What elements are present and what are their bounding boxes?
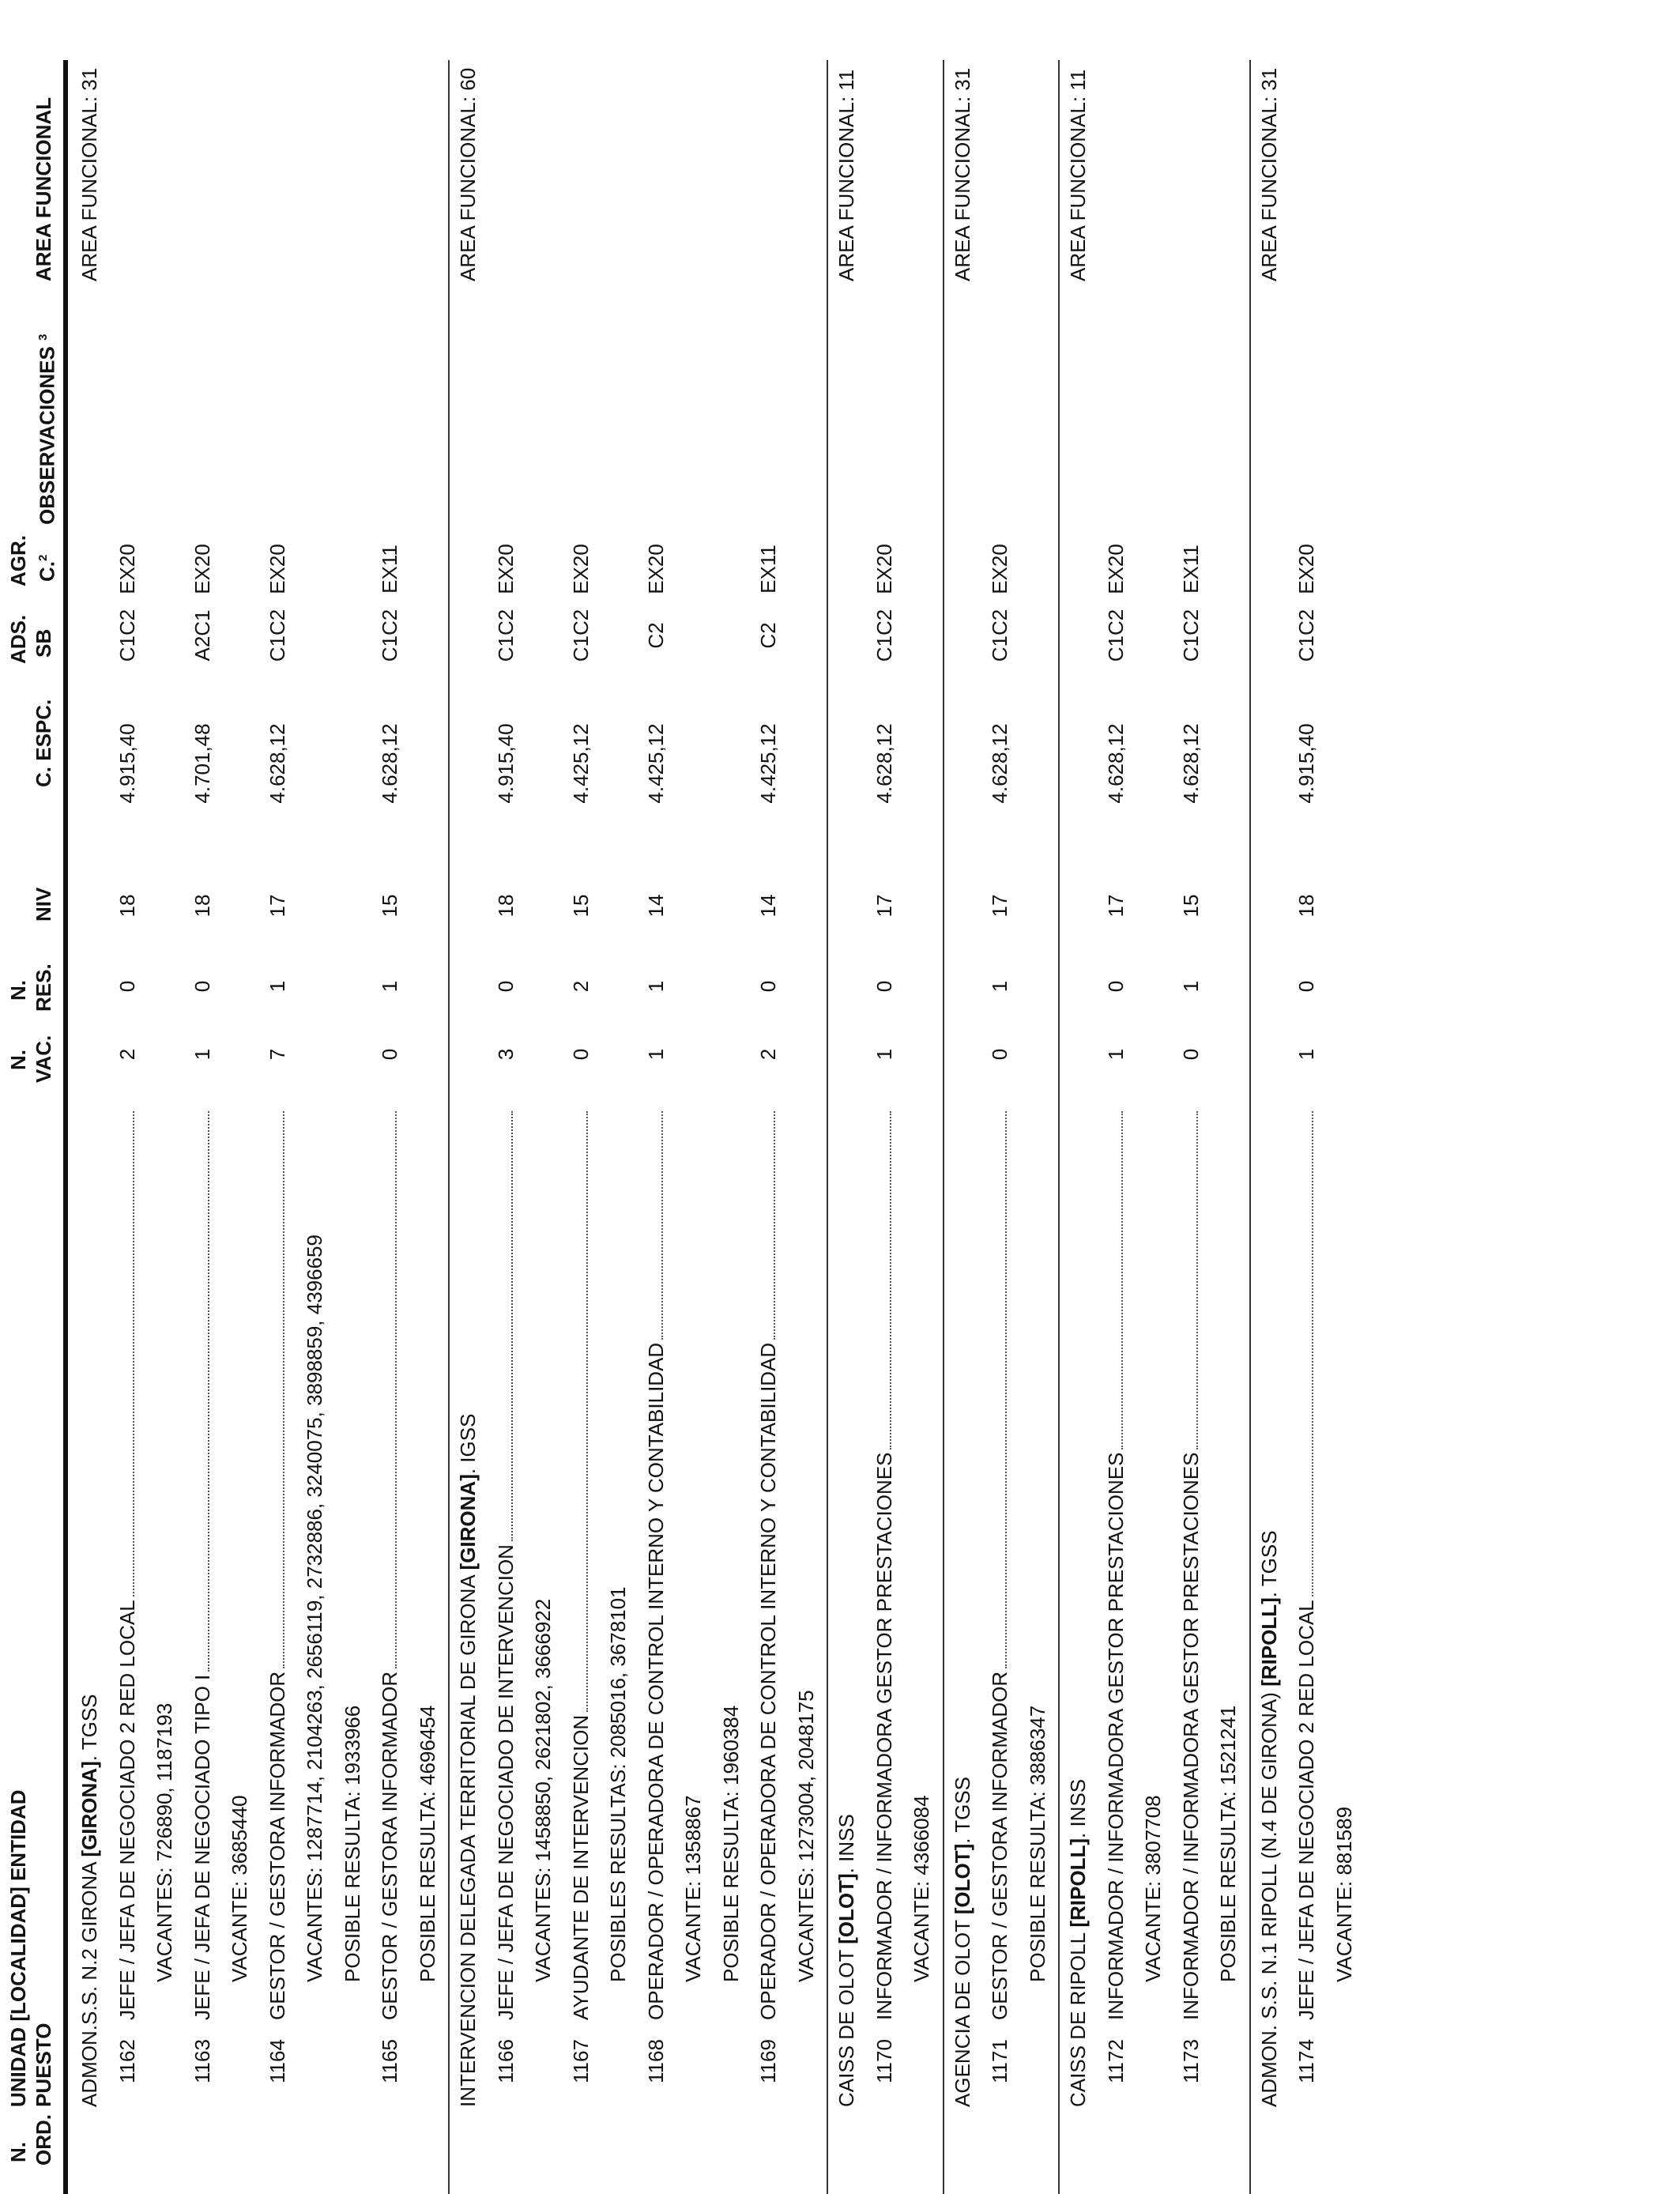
row-res: 0 [190, 980, 214, 993]
row-vac: 1 [643, 1048, 668, 1061]
row-niv: 18 [190, 894, 214, 918]
row-ads-sb: C1C2 [872, 609, 896, 662]
group-separator [448, 60, 450, 2194]
row-res: 1 [378, 980, 401, 993]
row-cespc: 4.701,48 [190, 723, 214, 804]
row-res: 1 [265, 980, 289, 993]
row-niv: 15 [1178, 894, 1203, 918]
area-funcional: AREA FUNCIONAL: 60 [456, 67, 480, 281]
unit-heading [77, 1694, 101, 2107]
unit-name: CAISS DE RIPOLL [1066, 1927, 1090, 2107]
row-niv: 17 [872, 894, 896, 918]
row-puesto: JEFE / JEFA DE NEGOCIADO DE INTERVENCION [493, 1544, 518, 2020]
row-niv: 15 [568, 894, 593, 918]
dot-leader [774, 1111, 775, 1340]
dot-leader [395, 1111, 397, 1668]
row-vac: 7 [265, 1048, 289, 1061]
row-cespc: 4.628,12 [1103, 723, 1128, 804]
row-cespc: 4.628,12 [378, 723, 401, 804]
row-note: VACANTE: 4366084 [910, 1795, 933, 1982]
header-niv: NIV [32, 887, 55, 922]
unit-entity: . IGSS [456, 1413, 480, 1475]
row-niv: 14 [756, 894, 780, 918]
header-rule [63, 60, 68, 2194]
row-ord: 1174 [1294, 2039, 1318, 2083]
row-res: 0 [872, 980, 896, 993]
header-vac-1: N. [6, 1050, 30, 1070]
row-puesto: INFORMADOR / INFORMADORA GESTOR PRESTACIONES [872, 1452, 896, 2020]
row-ord: 1170 [872, 2039, 896, 2083]
row-agr-c: EX20 [643, 544, 668, 594]
row-niv: 14 [643, 894, 668, 918]
row-ord: 1173 [1178, 2039, 1203, 2083]
unit-entity: . INSS [834, 1814, 858, 1874]
dot-leader [890, 1111, 891, 1449]
unit-heading [834, 1814, 858, 2107]
dot-leader [1005, 1111, 1007, 1668]
row-agr-c: EX11 [1178, 545, 1203, 594]
row-note: POSIBLE RESULTA: 3886347 [1025, 1705, 1049, 1982]
row-puesto: INFORMADOR / INFORMADORA GESTOR PRESTACIONES [1178, 1452, 1203, 2020]
row-ord: 1162 [115, 2039, 139, 2083]
row-ads-sb: C1C2 [568, 609, 593, 662]
row-puesto: JEFE / JEFA DE NEGOCIADO 2 RED LOCAL [115, 1600, 139, 2020]
unit-heading [1257, 1530, 1281, 2107]
row-agr-c: EX20 [988, 544, 1011, 594]
row-agr-c: EX20 [265, 544, 289, 594]
row-niv: 18 [1294, 894, 1318, 918]
row-vac: 3 [493, 1048, 518, 1061]
unit-entity: . TGSS [77, 1694, 101, 1762]
header-ord-2: ORD. [32, 2114, 55, 2166]
row-niv: 18 [493, 894, 518, 918]
row-cespc: 4.628,12 [265, 723, 289, 804]
unit-name: INTERVENCION DELEGADA TERRITORIAL DE GIRONA [456, 1570, 480, 2107]
row-puesto: OPERADOR / OPERADORA DE CONTROL INTERNO Y CONTABILIDAD [643, 1342, 668, 2020]
header-adssb-1: ADS. [6, 614, 30, 664]
row-ord: 1166 [493, 2039, 518, 2083]
header-unidad-1: UNIDAD [LOCALIDAD] ENTIDAD [6, 1789, 30, 2107]
row-puesto: GESTOR / GESTORA INFORMADOR [378, 1671, 401, 2020]
row-note: POSIBLE RESULTA: 1960384 [718, 1705, 743, 1982]
row-vac: 1 [190, 1048, 214, 1061]
row-res: 2 [568, 980, 593, 993]
dot-leader [208, 1111, 209, 1672]
dot-leader [1196, 1111, 1198, 1449]
row-ord: 1167 [568, 2039, 593, 2083]
row-vac: 1 [1294, 1048, 1318, 1061]
row-ord: 1172 [1103, 2039, 1128, 2083]
row-agr-c: EX20 [493, 544, 518, 594]
row-note: VACANTES: 1273004, 2048175 [793, 1690, 818, 1982]
row-vac: 0 [988, 1048, 1011, 1061]
row-cespc: 4.628,12 [988, 723, 1011, 804]
row-note: POSIBLES RESULTAS: 2085016, 3678101 [606, 1586, 630, 1982]
row-puesto: AYUDANTE DE INTERVENCION [568, 1714, 593, 2020]
row-agr-c: EX20 [1103, 544, 1128, 594]
row-vac: 1 [872, 1048, 896, 1061]
header-agrc-1: AGR. [6, 535, 30, 586]
row-niv: 17 [988, 894, 1011, 918]
row-vac: 2 [115, 1048, 139, 1061]
row-cespc: 4.628,12 [1178, 723, 1203, 804]
row-res: 1 [988, 980, 1011, 993]
row-puesto: JEFE / JEFA DE NEGOCIADO 2 RED LOCAL [1294, 1600, 1318, 2020]
row-ads-sb: A2C1 [190, 609, 214, 662]
unit-entity: . INSS [1066, 1778, 1090, 1838]
row-agr-c: EX20 [872, 544, 896, 594]
dot-leader [283, 1111, 284, 1668]
row-res: 0 [756, 980, 780, 993]
row-cespc: 4.915,40 [1294, 723, 1318, 804]
row-note: VACANTES: 726890, 1187193 [153, 1702, 176, 1982]
header-unidad-2: PUESTO [32, 2022, 55, 2107]
row-note: VACANTE: 3685440 [228, 1795, 251, 1982]
unit-locality: [OLOT] [950, 1843, 974, 1915]
dot-leader [511, 1111, 513, 1541]
row-res: 0 [1103, 980, 1128, 993]
group-separator [827, 60, 828, 2194]
header-res-2: RES. [32, 963, 55, 1012]
row-vac: 0 [568, 1048, 593, 1061]
area-funcional: AREA FUNCIONAL: 31 [1256, 67, 1281, 281]
row-ads-sb: C1C2 [1294, 609, 1318, 662]
row-note: POSIBLE RESULTA: 1933966 [340, 1705, 364, 1982]
row-res: 1 [643, 980, 668, 993]
row-cespc: 4.425,12 [643, 723, 668, 804]
unit-name: AGENCIA DE OLOT [950, 1914, 974, 2107]
dot-leader [133, 1111, 134, 1596]
unit-name: ADMON. S.S. N.1 RIPOLL (N.4 DE GIRONA) [1256, 1686, 1281, 2107]
row-puesto: INFORMADOR / INFORMADORA GESTOR PRESTACIONES [1103, 1452, 1128, 2020]
row-agr-c: EX20 [1294, 544, 1318, 594]
row-ads-sb: C2 [756, 622, 780, 649]
row-ads-sb: C1C2 [115, 609, 139, 662]
dot-leader [661, 1111, 663, 1340]
row-res: 0 [1294, 980, 1318, 993]
row-note: VACANTES: 1458850, 2621802, 3666922 [531, 1598, 555, 1982]
row-ord: 1169 [756, 2039, 780, 2083]
row-cespc: 4.915,40 [493, 723, 518, 804]
row-cespc: 4.915,40 [115, 723, 139, 804]
row-ord: 1165 [378, 2039, 401, 2083]
unit-locality: [GIRONA] [456, 1474, 480, 1570]
row-niv: 17 [1103, 894, 1128, 918]
unit-locality: [OLOT] [834, 1873, 858, 1944]
row-ads-sb: C2 [643, 622, 668, 649]
area-funcional: AREA FUNCIONAL: 11 [1066, 69, 1090, 281]
row-note: POSIBLE RESULTA: 4696454 [415, 1705, 439, 1982]
row-cespc: 4.628,12 [872, 723, 896, 804]
row-ads-sb: C1C2 [378, 609, 401, 662]
row-ads-sb: C1C2 [493, 609, 518, 662]
unit-heading [456, 1414, 480, 2107]
area-funcional: AREA FUNCIONAL: 11 [834, 69, 858, 281]
row-niv: 15 [378, 894, 401, 918]
row-note: VACANTES: 1287714, 2104263, 2656119, 2732886, 3240075, 3898859, 4396659 [303, 1235, 326, 1982]
row-note: VACANTE: 3807708 [1141, 1795, 1165, 1982]
row-ord: 1171 [988, 2039, 1011, 2083]
row-agr-c: EX20 [115, 544, 139, 594]
row-note: VACANTE: 1358867 [681, 1795, 705, 1982]
header-ord-1: N. [6, 2142, 30, 2162]
row-niv: 17 [265, 894, 289, 918]
row-res: 0 [115, 980, 139, 993]
row-res: 0 [493, 980, 518, 993]
header-res-1: N. [6, 980, 30, 1001]
row-cespc: 4.425,12 [756, 723, 780, 804]
row-ord: 1164 [265, 2039, 289, 2083]
row-vac: 2 [756, 1048, 780, 1061]
row-agr-c: EX20 [568, 544, 593, 594]
row-vac: 0 [1178, 1048, 1203, 1061]
row-res: 1 [1178, 980, 1203, 993]
row-agr-c: EX11 [756, 545, 780, 594]
row-ads-sb: C1C2 [988, 609, 1011, 662]
row-puesto: GESTOR / GESTORA INFORMADOR [988, 1671, 1011, 2020]
unit-heading [1066, 1779, 1090, 2107]
unit-locality: [GIRONA] [77, 1761, 101, 1857]
row-agr-c: EX20 [190, 544, 214, 594]
row-note: POSIBLE RESULTA: 1521241 [1216, 1705, 1240, 1982]
row-ads-sb: C1C2 [1178, 609, 1203, 662]
row-agr-c: EX11 [378, 545, 401, 594]
unit-heading [951, 1777, 974, 2107]
header-area-funcional: AREA FUNCIONAL [32, 96, 55, 281]
row-puesto: OPERADOR / OPERADORA DE CONTROL INTERNO Y CONTABILIDAD [756, 1342, 780, 2020]
area-funcional: AREA FUNCIONAL: 31 [950, 67, 974, 281]
unit-locality: [RIPOLL] [1256, 1597, 1281, 1687]
dot-leader [1121, 1111, 1123, 1449]
unit-name: ADMON.S.S. N.2 GIRONA [77, 1857, 101, 2107]
group-separator [1249, 60, 1251, 2194]
header-vac-2: VAC. [32, 1035, 55, 1083]
row-ord: 1163 [190, 2039, 214, 2083]
row-ord: 1168 [643, 2039, 668, 2083]
header-observaciones: OBSERVACIONES $^3$ [35, 334, 59, 525]
unit-name: CAISS DE OLOT [834, 1943, 858, 2107]
row-note: VACANTE: 881589 [1332, 1806, 1356, 1982]
row-ads-sb: C1C2 [1103, 609, 1128, 662]
header-cespc: C. ESPC. [32, 699, 55, 787]
area-funcional: AREA FUNCIONAL: 31 [77, 67, 101, 281]
unit-entity: . TGSS [950, 1776, 974, 1844]
header-agrc-2: C.$^2$ [35, 554, 59, 582]
row-cespc: 4.425,12 [568, 723, 593, 804]
unit-entity: . TGSS [1256, 1530, 1281, 1598]
row-puesto: JEFE / JEFA DE NEGOCIADO TIPO I [190, 1674, 214, 2020]
dot-leader [1312, 1111, 1313, 1596]
unit-locality: [RIPOLL] [1066, 1838, 1090, 1928]
header-adssb-2: SB [32, 628, 55, 658]
group-separator [1058, 60, 1060, 2194]
row-ads-sb: C1C2 [265, 609, 289, 662]
row-niv: 18 [115, 894, 139, 918]
group-separator [943, 60, 944, 2194]
row-vac: 0 [378, 1048, 401, 1061]
row-vac: 1 [1103, 1048, 1128, 1061]
dot-leader [586, 1111, 588, 1712]
row-puesto: GESTOR / GESTORA INFORMADOR [265, 1671, 289, 2020]
